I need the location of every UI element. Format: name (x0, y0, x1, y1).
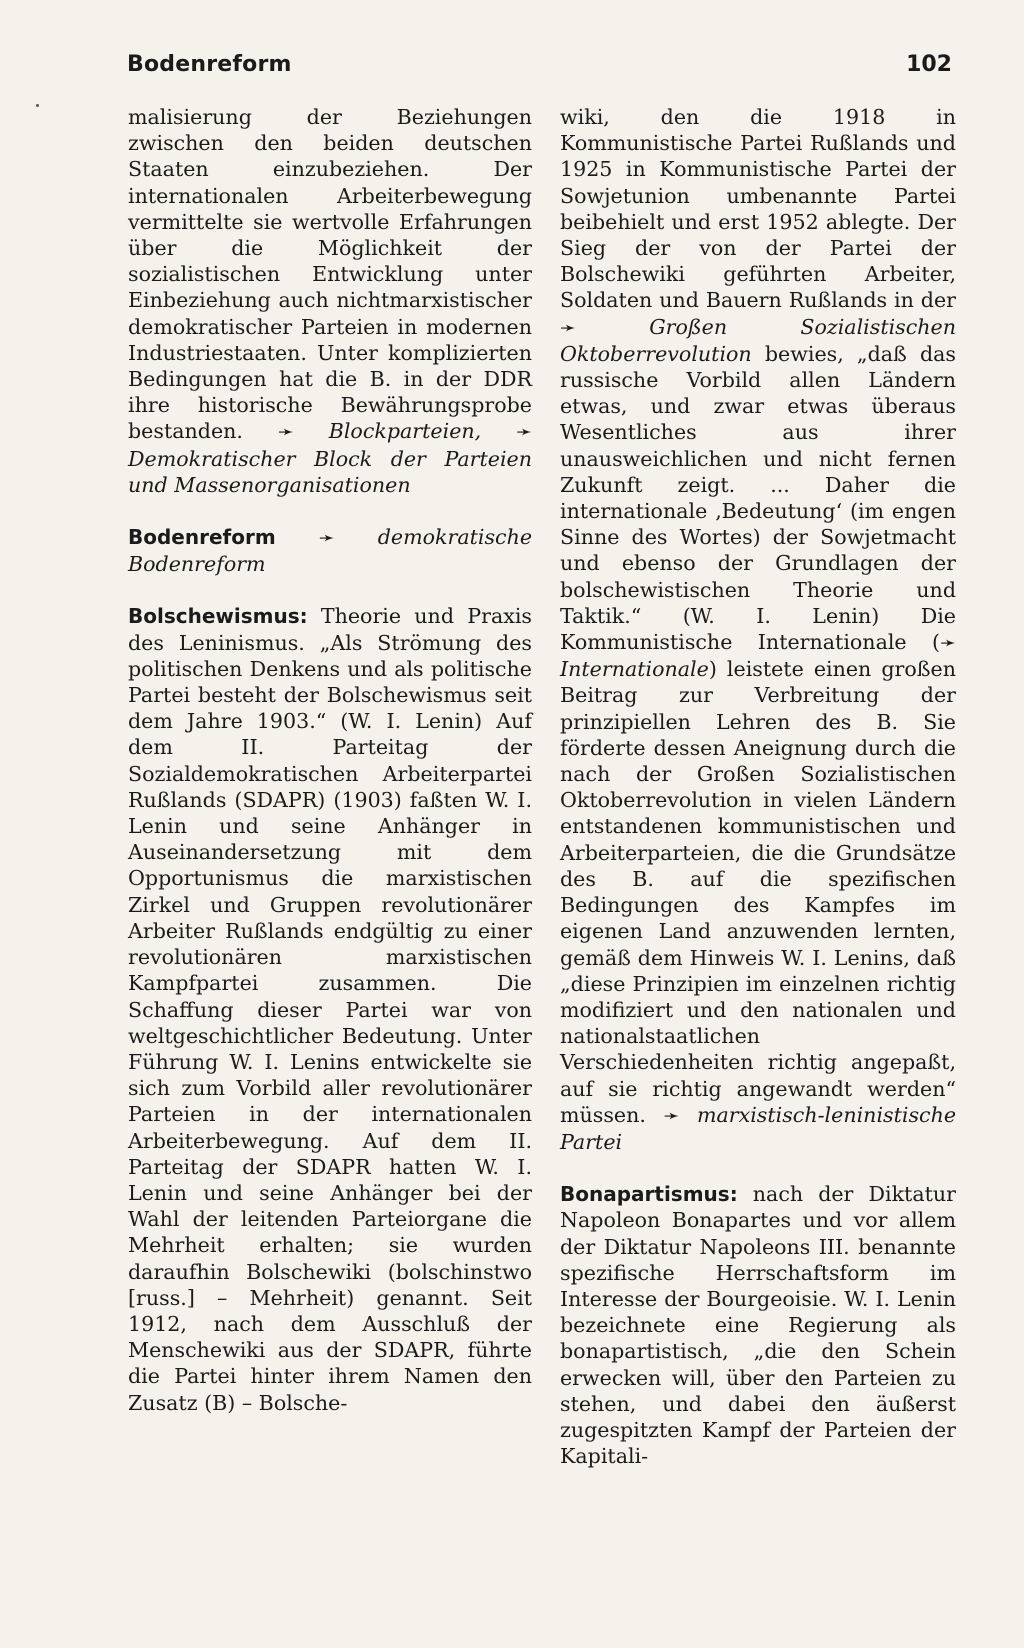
cross-reference: Blockparteien, (328, 419, 482, 444)
left-column (128, 104, 532, 1442)
cross-reference: Großen Sozialistischen Oktoberrevolution (560, 314, 956, 366)
entry-text: nach der Diktatur Napoleon Bonapartes und vor allem der Diktatur Napoleons III. benannte spezifische Herrschaftsform im Interesse der Bourgeoisie. W. I. Lenin bezeichnete eine Regierung als bonapartistisch, „die den Schein erwecken will, über den Parteien zu stehen, und dabei den äußerst zugespitzten Kampf der Parteien der Kapitali- (560, 1182, 956, 1469)
entry-headword: Bonapartismus: (560, 1182, 738, 1207)
cross-reference-arrow-icon: ➛ (663, 1104, 680, 1127)
cross-reference: demokratische Bodenreform (128, 525, 533, 577)
entry-text: Theorie und Praxis des Leninismus. „Als Strömung des politischen Denkens und als politische Partei besteht der Bolschewismus seit dem Jahre 1903.“ (W. I. Lenin) Auf dem II. Parteitag der Sozialdemokratischen Arbeiterpartei Rußlands (SDAPR) (1903) faßten W. I. Lenin und seine Anhänger in Auseinandersetzung mit dem Opportunismus die marxistischen Zirkel und Gruppen revolutionärer Arbeiter Rußlands endgültig zu einer revolutionären marxistischen Kampfpartei zusammen. Die Schaffung dieser Partei war von weltgeschichtlicher Bedeutung. Unter Führung W. I. Lenins entwickelte sie sich zum Vorbild aller revolutionärer Parteien in der internationalen Arbeiterbewegung. Auf dem II. Parteitag der SDAPR hatten W. I. Lenin und seine Anhänger bei der Wahl der leitenden Parteiorgane die Mehrheit erhalten; sie wurden daraufhin Bolschewiki (bolschinstwo [russ.] – Mehrheit) genannt. Seit 1912, nach dem Ausschluß der Menschewiki aus der SDAPR, führte die Partei hinter ihrem Namen den Zusatz (B) – Bolsche- (128, 604, 532, 1415)
entry-bodenreform (128, 524, 532, 577)
entry-text: malisierung der Beziehungen zwischen den beiden deutschen Staaten einzubeziehen. Der internationalen Arbeiterbewegung vermittelte sie wertvolle Erfahrungen über die Möglichkeit der sozialistischen Entwicklung unter Einbeziehung auch nichtmarxistischer demokratischer Parteien in modernen Industriestaaten. Unter komplizierten Bedingungen hat die B. in der DDR ihre historische Bewährungsprobe bestanden. (128, 105, 532, 444)
entry-bolschewismus (128, 603, 532, 1415)
entry-headword: Bolschewismus: (128, 604, 308, 629)
cross-reference-arrow-icon: ➛ (940, 632, 956, 655)
running-head (127, 52, 952, 88)
cross-reference-arrow-icon: ➛ (277, 421, 294, 444)
cross-reference: Demokratischer Block der Parteien und Massenorganisationen (128, 446, 532, 497)
page-number: 102 (906, 52, 952, 77)
entry-headword: Bodenreform (128, 525, 276, 550)
cross-reference-arrow-icon: ➛ (318, 527, 335, 550)
entry-bonapartismus (560, 1181, 956, 1469)
entry-text: wiki, den die 1918 in Kommunistische Partei Rußlands und 1925 in Kommunistische Partei der Sowjetunion umbenannte Partei beibehielt und erst 1952 ablegte. Der Sieg der von der Partei der Bolschewiki geführten Arbeiter, Soldaten und Bauern Rußlands in der (560, 105, 956, 313)
right-column (560, 104, 956, 1495)
cross-reference-arrow-icon: ➛ (516, 421, 533, 444)
cross-reference: marxistisch-leninistische Partei (560, 1102, 957, 1154)
continued-entry (560, 104, 956, 1155)
cross-reference-arrow-icon: ➛ (560, 316, 576, 339)
cross-reference: Internationale (560, 657, 709, 682)
print-speck (36, 104, 39, 107)
running-head-title: Bodenreform (127, 52, 292, 77)
entry-text: ) leistete einen großen Beitrag zur Verbreitung der prinzipiellen Lehren des B. Sie förderte dessen Aneignung durch die nach der Großen Sozialistischen Oktoberrevolution in vielen Ländern entstandenen kommunistischen und Arbeiterparteien, die die Grundsätze des B. auf die spezifischen Bedingungen des Kampfes im eigenen Land anzuwenden lernten, gemäß dem Hinweis W. I. Lenins, daß „diese Prinzipien im einzelnen richtig modifiziert und den nationalen und nationalstaatlichen Verschiedenheiten richtig angepaßt, auf sie richtig angewandt werden“ müssen. (560, 657, 956, 1127)
continued-entry (128, 104, 532, 498)
entry-text: bewies, „daß das russische Vorbild allen Ländern etwas, und zwar etwas überaus Wesentliches aus ihrer unausweichlichen und nicht fernen Zukunft zeigt. ... Daher die internationale ‚Bedeutung‘ (im engen Sinne des Wortes) der Sowjetmacht und ebenso der Grundlagen der bolschewistischen Theorie und Taktik.“ (W. I. Lenin) Die Kommunistische Internationale ( (560, 341, 956, 655)
